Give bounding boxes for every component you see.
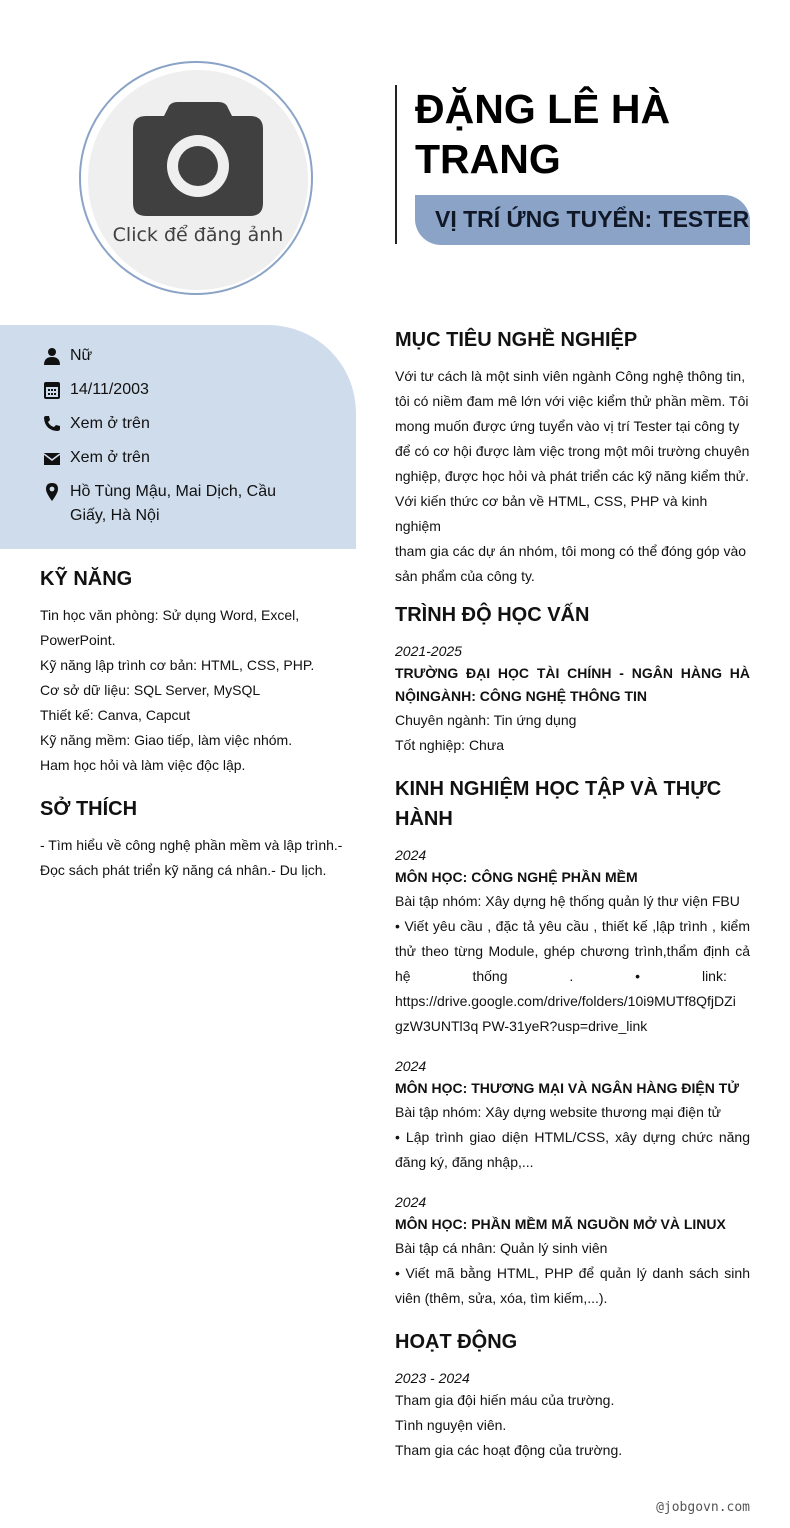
experience-title — [395, 774, 755, 834]
hobbies-title: SỞ THÍCH — [40, 798, 138, 820]
school-line-1: TRƯỜNG ĐẠI HỌC TÀI CHÍNH - NGÂN HÀNG HÀ — [395, 665, 750, 681]
experience-line: Bài tập nhóm: Xây dựng hệ thống quản lý thư viện FBU — [395, 893, 740, 909]
camera-icon — [132, 102, 264, 218]
avatar-caption: Click để đăng ảnh — [112, 224, 284, 246]
skill-line: Thiết kế: Canva, Capcut — [40, 707, 191, 723]
experience-line: viên (thêm, sửa, xóa, tìm kiếm,...). — [395, 1290, 608, 1306]
contact-address — [40, 480, 300, 528]
gender-value: Nữ — [70, 347, 93, 364]
name-line-1: ĐẶNG LÊ HÀ — [415, 86, 671, 132]
experience-details — [395, 1236, 750, 1311]
objective-title: MỤC TIÊU NGHỀ NGHIỆP — [395, 329, 638, 351]
skills-list — [40, 603, 350, 778]
experience-link-line[interactable]: https://drive.google.com/drive/folders/10i9MUTf8QfjDZi — [395, 993, 736, 1009]
activities-years: 2023 - 2024 — [395, 1370, 470, 1386]
calendar-icon — [40, 381, 64, 399]
education-major: Chuyên ngành: Tin ứng dụng — [395, 712, 577, 728]
experience-year: 2024 — [395, 1058, 427, 1074]
phone-value: Xem ở trên — [70, 415, 150, 432]
education-title: TRÌNH ĐỘ HỌC VẤN — [395, 604, 590, 626]
experience-line: • Lập trình giao diện HTML/CSS, xây dựng chức năng — [395, 1129, 750, 1145]
skill-line: PowerPoint. — [40, 632, 116, 648]
experience-title-line-1: KINH NGHIỆM HỌC TẬP VÀ THỰC — [395, 778, 722, 800]
birthday-value: 14/11/2003 — [70, 381, 149, 398]
experience-course: MÔN HỌC: THƯƠNG MẠI VÀ NGÂN HÀNG ĐIỆN TỬ — [395, 1080, 739, 1096]
objective-text — [395, 364, 755, 589]
experience-course: MÔN HỌC: CÔNG NGHỆ PHẦN MỀM — [395, 869, 638, 885]
skill-line: Tin học văn phòng: Sử dụng Word, Excel, — [40, 607, 300, 623]
experience-line: đăng ký, đăng nhập,... — [395, 1154, 534, 1170]
objective-line: sản phẩm của công ty. — [395, 568, 535, 584]
contact-email — [40, 446, 300, 470]
header-divider — [395, 85, 397, 244]
address-line-1: Hồ Tùng Mậu, Mai Dịch, Cầu — [70, 483, 277, 500]
activities-title: HOẠT ĐỘNG — [395, 1331, 518, 1353]
experience-line: thử theo từng Module, ghép chương trình,thẩm định cả — [395, 943, 750, 959]
experience-line: Bài tập cá nhân: Quản lý sinh viên — [395, 1240, 608, 1256]
activity-line: Tình nguyện viên. — [395, 1417, 507, 1433]
avatar-upload[interactable] — [88, 70, 308, 290]
skill-line: Ham học hỏi và làm việc độc lập. — [40, 757, 246, 773]
experience-year: 2024 — [395, 847, 427, 863]
experience-details — [395, 889, 750, 1039]
hobbies-list — [40, 833, 355, 883]
contact-birthday — [40, 378, 300, 402]
experience-line: hệ thống . • link: — [395, 968, 727, 984]
objective-line: tham gia các dự án nhóm, tôi mong có thể đóng góp vào — [395, 543, 747, 559]
objective-line: Với kiến thức cơ bản về HTML, CSS, PHP và kinh nghiệm — [395, 493, 708, 534]
contact-gender — [40, 344, 300, 368]
education-years: 2021-2025 — [395, 643, 462, 659]
email-value: Xem ở trên — [70, 449, 150, 466]
skill-line: Kỹ năng mềm: Giao tiếp, làm việc nhóm. — [40, 732, 293, 748]
objective-line: nghiệp, được học hỏi và phát triển các kỹ năng kiểm thử. — [395, 468, 750, 484]
experience-line: • Viết yêu cầu , đặc tả yêu cầu , thiết kế ,lập trình , kiểm — [395, 918, 750, 934]
experience-course: MÔN HỌC: PHẦN MỀM MÃ NGUỒN MỞ VÀ LINUX — [395, 1216, 726, 1232]
experience-year: 2024 — [395, 1194, 427, 1210]
position-tag: VỊ TRÍ ỨNG TUYỂN: TESTER — [415, 195, 750, 245]
watermark: @jobgovn.com — [656, 1500, 750, 1515]
hobby-line: Đọc sách phát triển kỹ năng cá nhân.- Du lịch. — [40, 862, 327, 878]
location-pin-icon — [40, 483, 64, 501]
candidate-name — [415, 84, 755, 184]
activity-line: Tham gia các hoạt động của trường. — [395, 1442, 623, 1458]
objective-line: Với tư cách là một sinh viên ngành Công nghệ thông tin, — [395, 368, 746, 384]
activities-list — [395, 1388, 750, 1463]
contact-phone — [40, 412, 300, 436]
activity-line: Tham gia đội hiến máu của trường. — [395, 1392, 615, 1408]
objective-line: để có cơ hội được làm việc trong một môi trường chuyên — [395, 443, 750, 459]
objective-line: mong muốn được ứng tuyển vào vị trí Tester tại công ty — [395, 418, 740, 434]
name-line-2: TRANG — [415, 136, 561, 182]
skills-title: KỸ NĂNG — [40, 568, 133, 590]
person-icon — [40, 347, 64, 365]
experience-line: Bài tập nhóm: Xây dựng website thương mại điện tử — [395, 1104, 722, 1120]
education-graduation: Tốt nghiệp: Chưa — [395, 737, 504, 753]
phone-icon — [40, 415, 64, 433]
hobby-line: - Tìm hiểu về công nghệ phần mềm và lập trình.- — [40, 837, 343, 853]
experience-line: • Viết mã bằng HTML, PHP để quản lý danh sách sinh — [395, 1265, 750, 1281]
school-line-2: NỘINGÀNH: CÔNG NGHỆ THÔNG TIN — [395, 688, 647, 704]
experience-title-line-2: HÀNH — [395, 808, 453, 830]
skill-line: Kỹ năng lập trình cơ bản: HTML, CSS, PHP. — [40, 657, 315, 673]
experience-details — [395, 1100, 750, 1175]
address-line-2: Giấy, Hà Nội — [70, 507, 160, 524]
objective-line: tôi có niềm đam mê lớn với việc kiểm thử phần mềm. Tôi — [395, 393, 749, 409]
experience-link-line[interactable]: gzW3UNTl3q PW-31yeR?usp=drive_link — [395, 1018, 648, 1034]
mail-icon — [40, 449, 64, 467]
skill-line: Cơ sở dữ liệu: SQL Server, MySQL — [40, 682, 261, 698]
